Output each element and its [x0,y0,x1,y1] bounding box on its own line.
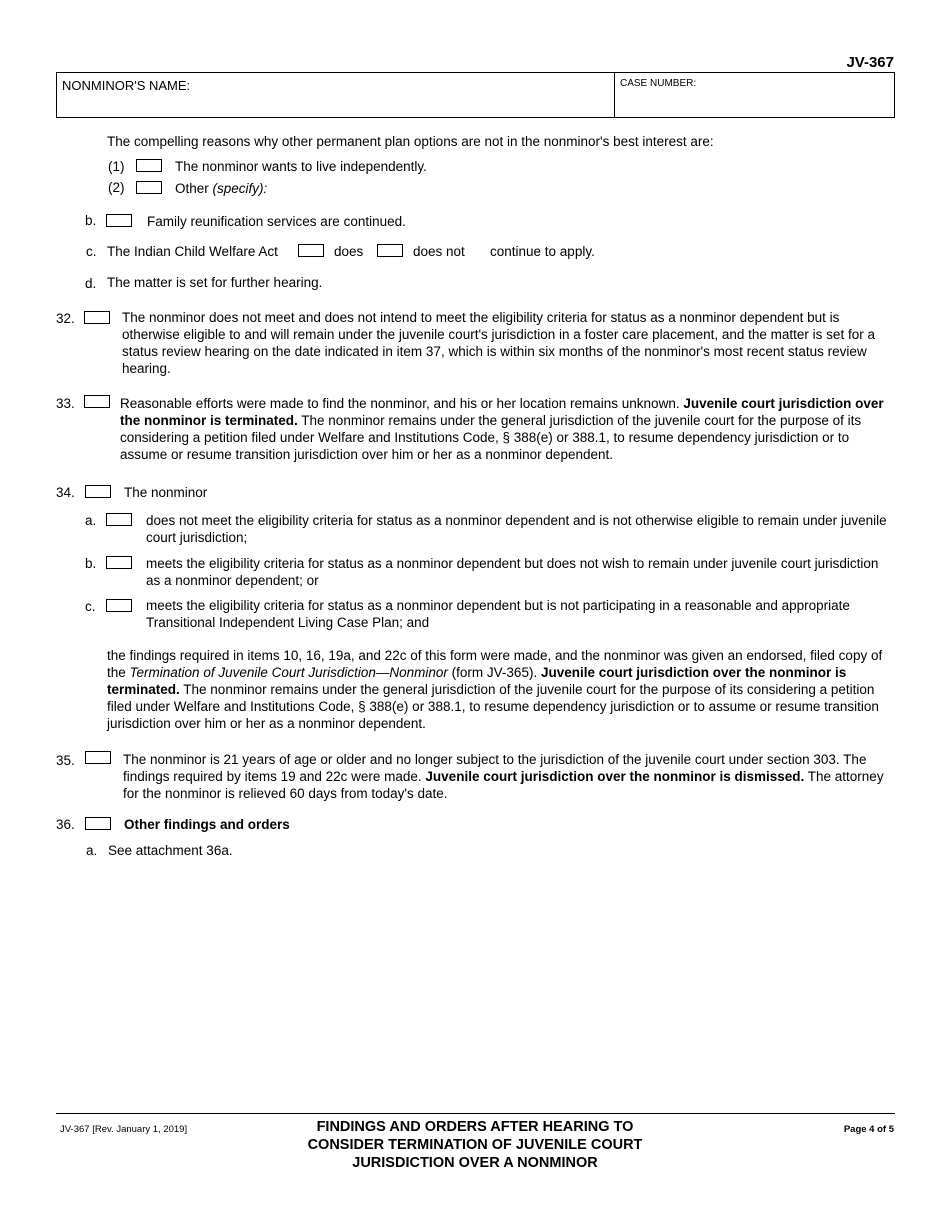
form-id: JV-367 [846,54,894,71]
option-2-specify: (specify): [212,181,268,196]
item-34-findings-3: The nonminor remains under the general jurisdiction of the juvenile court for the purpose of its considering a petition filed under Welfare and Institutions Code, § 388(e) or 388.1, to resume dependency jurisdiction or to assume or resume transition jurisdiction over him or her as a nonminor dependent. [107,682,879,731]
icwa-does-checkbox[interactable] [298,244,324,257]
item-34b-text: meets the eligibility criteria for status as a nonminor dependent but does not wish to remain under juvenile court jurisdiction as a nonminor dependent; or [146,556,879,588]
case-number-label: CASE NUMBER: [620,78,697,89]
item-33-text [120,395,887,463]
option-1-number: (1) [108,159,125,174]
item-34-findings-bold: Juvenile court jurisdiction over the nonminor is terminated. [107,665,847,697]
item-35-bold: Juvenile court jurisdiction over the nonminor is dismissed. [425,769,805,784]
item-34c-checkbox[interactable] [106,599,132,612]
icwa-does-label: does [334,244,364,259]
item-35-text-1: The nonminor is 21 years of age or older and no longer subject to the jurisdiction of the juvenile court under section 303. The findings required by items 19 and 22c were made. [123,752,867,784]
item-33-text-1: Reasonable efforts were made to find the nonminor, and his or her location remains unknown. [120,396,684,411]
item-34-lead: The nonminor [124,485,208,500]
item-35-text-2: The attorney for the nonminor is relieved 60 days from today's date. [123,769,884,801]
item-35-number: 35. [56,753,75,768]
item-31c-text: The Indian Child Welfare Act [107,244,278,259]
page-number: Page 4 of 5 [843,1124,894,1135]
caption-divider [614,72,615,118]
item-34c-text: meets the eligibility criteria for status as a nonminor dependent but is not participating in a reasonable and appropriate Transitional Independent Living Case Plan; and [146,598,850,630]
form-title-line-1: FINDINGS AND ORDERS AFTER HEARING TO [316,1119,634,1135]
item-34b-letter: b. [85,556,97,571]
item-34-findings-italic: Termination of Juvenile Court Jurisdiction—Nonminor [129,665,448,680]
item-34b-checkbox[interactable] [106,556,132,569]
item-33-number: 33. [56,396,75,411]
form-title [250,1118,700,1172]
item-35-text [123,751,887,802]
item-31c-letter: c. [86,244,97,259]
item-32-number: 32. [56,311,75,326]
form-title-line-3: JURISDICTION OVER A NONMINOR [352,1155,598,1171]
option-2-checkbox[interactable] [136,181,162,194]
item-34-checkbox[interactable] [85,485,111,498]
item-33-checkbox[interactable] [84,395,110,408]
item-36a-text: See attachment 36a. [108,843,233,858]
item-31b-text: Family reunification services are continued. [147,214,406,229]
item-33-bold: Juvenile court jurisdiction over the nonminor is terminated. [120,396,884,428]
item-36-checkbox[interactable] [85,817,111,830]
item-34-number: 34. [56,485,75,500]
compelling-reasons-text: The compelling reasons why other permanent plan options are not in the nonminor's best interest are: [107,134,714,149]
item-32-checkbox[interactable] [84,311,110,324]
nonminor-name-label: NONMINOR'S NAME: [62,78,191,93]
option-2-label: Other [175,181,209,196]
item-34c-letter: c. [85,599,96,614]
item-33-text-2: The nonminor remains under the general jurisdiction of the juvenile court for the purpose of its considering a petition filed under Welfare and Institutions Code, § 388(e) or 388.1, to resume dependency jurisdiction or to assume or resume transition jurisdiction over him or her as a nonminor dependent. [120,413,862,462]
icwa-does-not-checkbox[interactable] [377,244,403,257]
footer-rule [56,1113,895,1114]
item-34-findings-1: the findings required in items 10, 16, 19a, and 22c of this form were made, and the nonminor was given an endorsed, filed copy of the [107,648,883,680]
option-2-number: (2) [108,180,125,195]
item-34a-letter: a. [85,513,97,528]
item-36a-letter: a. [86,843,98,858]
item-32-text: The nonminor does not meet and does not intend to meet the eligibility criteria for status as a nonminor dependent but is otherwise eligible to and will remain under the juvenile court's jurisdiction in a foster care placement, and the matter is set for a status review hearing on the date indicated in item 37, which is within six months of the nonminor's most recent status review hearing. [122,310,875,376]
option-1-text: The nonminor wants to live independently. [175,159,427,174]
icwa-tail-text: continue to apply. [490,244,595,259]
item-31d-letter: d. [85,276,97,291]
option-2-text [175,180,267,197]
form-title-line-2: CONSIDER TERMINATION OF JUVENILE COURT [307,1137,643,1153]
form-revision: JV-367 [Rev. January 1, 2019] [60,1124,188,1135]
item-31d-text: The matter is set for further hearing. [107,275,323,290]
item-31b-letter: b. [85,213,97,228]
item-36-number: 36. [56,817,75,832]
item-34-findings [107,647,887,732]
item-36-title: Other findings and orders [124,817,290,832]
icwa-does-not-label: does not [413,244,465,259]
option-1-checkbox[interactable] [136,159,162,172]
item-34a-text: does not meet the eligibility criteria for status as a nonminor dependent and is not otherwise eligible to remain under juvenile court jurisdiction; [146,513,887,545]
item-31b-checkbox[interactable] [106,214,132,227]
item-34a-checkbox[interactable] [106,513,132,526]
item-34-findings-2: (form JV-365). [447,665,541,680]
item-35-checkbox[interactable] [85,751,111,764]
